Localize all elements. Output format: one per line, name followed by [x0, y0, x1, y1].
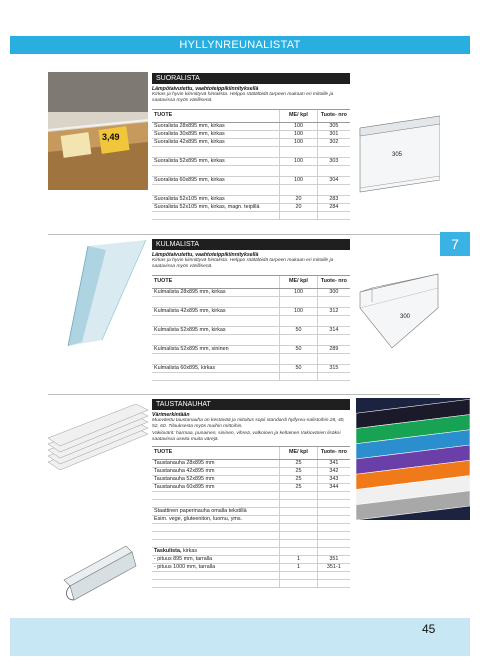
pocket-strip-photo [60, 544, 150, 608]
table-row: - pituus 1000 mm, tarralla 1 351-1 [152, 564, 350, 572]
taustanauhat-section [152, 399, 350, 588]
col-header-qty: ME/ kpl [280, 447, 317, 460]
kulmalista-section [152, 239, 350, 381]
product-number-label: 300 [400, 314, 411, 320]
product-number-label: 305 [392, 152, 403, 158]
tape-stack-image [48, 404, 148, 484]
col-header-code: Tuote- nro [317, 109, 350, 122]
swatch-stack-image [356, 398, 470, 520]
section-subtitle: Lämpötaivutettu, vaahtoteippikiinnityksellä [152, 252, 259, 258]
header-bar [10, 36, 470, 54]
col-header-product: TUOTE [152, 447, 280, 460]
chapter-number: 7 [451, 236, 459, 252]
table-row: Staattinen paperinauha omalla tekstillä [152, 508, 350, 516]
table-row: - pituus 895 mm, tarralla 1 351 [152, 556, 350, 564]
suoralista-section [152, 73, 350, 220]
table-row: Taustanauha 52x895 mm 25 343 [152, 476, 350, 484]
product-table [152, 446, 350, 588]
product-table [152, 275, 350, 381]
section-description: Kirkas ja hyvin kiinnittyvä hintalista. Helppo räätälöidä tarpeen mukaan eri mitoille ja saatavissa myös värillisenä. [152, 92, 334, 104]
section-description: Kirkas ja hyvin kiinnittyvä hintalista. Helppo räätälöidä tarpeen mukaan eri mitoille ja saatavissa myös värillisenä. [152, 258, 334, 270]
color-swatches [356, 398, 470, 520]
table-row: Kulmalista 28x895 mm, kirkas 100 300 [152, 288, 350, 296]
col-header-code: Tuote- nro [317, 447, 350, 460]
table-row: Kulmalista 52x895 mm, kirkas 50 314 [152, 326, 350, 334]
footer-bar [10, 618, 470, 656]
table-row: Suoralista 60x895 mm, kirkas 100 304 [152, 176, 350, 184]
page-number: 45 [422, 622, 436, 636]
section-title: KULMALISTA [152, 239, 350, 250]
section-title: SUORALISTA [152, 73, 350, 84]
table-row: Taskulista, kirkas [152, 548, 350, 556]
price-tag: 3,49 [102, 132, 120, 142]
col-header-product: TUOTE [152, 109, 280, 122]
pocket-strip-title: Taskulista, [154, 548, 182, 555]
section-title: TAUSTANAUHAT [152, 399, 350, 410]
table-row: Esim. vege, gluteeniton, luomu, yms. [152, 516, 350, 524]
angle-strip-image [48, 238, 148, 348]
store-shelf-image [48, 72, 148, 190]
table-row: Kulmalista 52x895 mm, sininen 50 289 [152, 345, 350, 353]
col-header-qty: ME/ kpl [280, 109, 317, 122]
taustanauhat-photo [48, 404, 148, 484]
table-row: Suoralista 52x895 mm, kirkas 100 303 [152, 157, 350, 165]
page-title: HYLLYNREUNALISTAT [179, 39, 301, 51]
table-row: Kulmalista 60x895, kirkas 50 315 [152, 364, 350, 372]
col-header-product: TUOTE [152, 275, 280, 288]
table-row: Kulmalista 42x895 mm, kirkas 100 312 [152, 307, 350, 315]
col-header-code: Tuote- nro [317, 275, 350, 288]
table-row: Suoralista 52x105 mm, kirkas 20 283 [152, 195, 350, 203]
table-row: Suoralista 28x895 mm, kirkas 100 305 [152, 122, 350, 130]
chapter-tab[interactable] [440, 232, 470, 256]
col-header-qty: ME/ kpl [280, 275, 317, 288]
table-row: Suoralista 42x895 mm, kirkas 100 302 [152, 138, 350, 146]
table-row: Taustanauha 60x895 mm 25 344 [152, 484, 350, 492]
section-description-colors: Vakiovärit: harmaa, punainen, sininen, vihreä, valkoinen ja keltainen Vakiovärien lisäksi saatavissa useita muita värejä. [152, 430, 341, 442]
suoralista-photo [48, 72, 148, 190]
table-row: Suoralista 52x105 mm, kirkas, magn. teipillä 20 284 [152, 203, 350, 211]
suoralista-profile-drawing [356, 112, 440, 200]
table-row: Suoralista 30x895 mm, kirkas 100 301 [152, 130, 350, 138]
pocket-strip-image [60, 544, 150, 608]
table-row: Taustanauha 42x895 mm 25 342 [152, 468, 350, 476]
angle-profile-icon [358, 268, 442, 352]
divider [48, 234, 440, 235]
product-table [152, 109, 350, 220]
divider [48, 394, 440, 395]
section-subtitle: Värimerkintään [152, 412, 190, 418]
section-subtitle: Lämpötaivutettu, vaahtoteippikiinnityksellä [152, 86, 259, 92]
section-description: Muovitettu taustanauha on kestävää ja mitoitus sopii standardi hyllyreu-nalistoihin 28, 40, 52, 60. Tilauksesta myös muihin mittoihin. [152, 418, 345, 430]
kulmalista-profile-drawing [358, 268, 442, 352]
table-row: Taustanauha 28x895 mm 25 341 [152, 460, 350, 468]
kulmalista-photo [48, 238, 148, 348]
